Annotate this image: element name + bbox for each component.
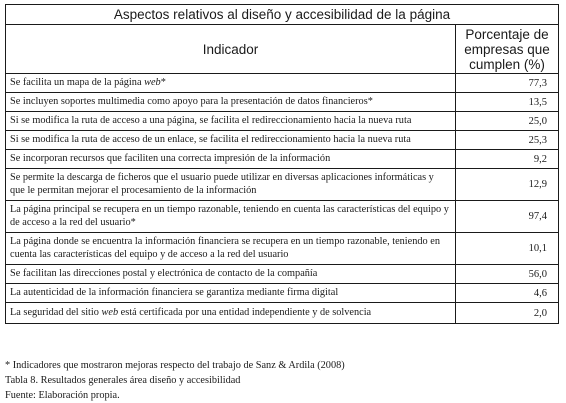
table-row xyxy=(6,233,559,265)
table-header-row xyxy=(6,25,559,74)
indicator-cell: Se incluyen soportes multimedia como apoyo para la presentación de datos financieros* xyxy=(6,93,456,112)
percent-cell: 12,9 xyxy=(456,169,559,201)
percent-header-line-3: cumplen (%) xyxy=(469,56,545,72)
indicator-cell: Se permite la descarga de ficheros que el usuario puede utilizar en diversas aplicaciones informáticas y que le permitan mejorar el procesamiento de la información xyxy=(6,169,456,201)
indicator-cell: Se facilitan las direcciones postal y electrónica de contacto de la compañía xyxy=(6,265,456,284)
table-row xyxy=(6,112,559,131)
footnote: * Indicadores que mostraron mejoras respecto del trabajo de Sanz & Ardila (2008) xyxy=(5,360,345,371)
table-title: Aspectos relativos al diseño y accesibilidad de la página xyxy=(6,5,559,25)
table-caption: Tabla 8. Resultados generales área diseño y accesibilidad xyxy=(5,375,241,386)
table-row xyxy=(6,131,559,150)
percent-header-line-1: Porcentaje de xyxy=(465,26,549,42)
percent-cell: 97,4 xyxy=(456,201,559,233)
table-row xyxy=(6,169,559,201)
percent-cell: 56,0 xyxy=(456,265,559,284)
percent-cell: 25,0 xyxy=(456,112,559,131)
table-title-row xyxy=(6,5,559,25)
percent-column-header xyxy=(456,25,559,74)
percent-cell: 13,5 xyxy=(456,93,559,112)
indicator-cell: La seguridad del sitio web está certificada por una entidad independiente y de solvencia xyxy=(6,303,456,324)
indicator-cell: La autenticidad de la información financiera se garantiza mediante firma digital xyxy=(6,284,456,303)
indicator-cell: Se incorporan recursos que faciliten una correcta impresión de la información xyxy=(6,150,456,169)
table-row xyxy=(6,284,559,303)
indicator-cell: Si se modifica la ruta de acceso a una página, se facilita el redireccionamiento hacia la nueva ruta xyxy=(6,112,456,131)
percent-cell: 77,3 xyxy=(456,74,559,93)
source-note: Fuente: Elaboración propia. xyxy=(5,390,120,401)
percent-cell: 4,6 xyxy=(456,284,559,303)
indicator-cell: Si se modifica la ruta de acceso de un enlace, se facilita el redireccionamiento hacia la nueva ruta xyxy=(6,131,456,150)
table-row xyxy=(6,265,559,284)
indicator-cell: Se facilita un mapa de la página web* xyxy=(6,74,456,93)
percent-cell: 2,0 xyxy=(456,303,559,324)
table-row xyxy=(6,74,559,93)
percent-header-line-2: empresas que xyxy=(464,41,550,57)
results-table xyxy=(5,4,559,324)
indicator-cell: La página principal se recupera en un tiempo razonable, teniendo en cuenta las características del equipo y de acceso a la red del usuario* xyxy=(6,201,456,233)
indicator-cell: La página donde se encuentra la información financiera se recupera en un tiempo razonable, teniendo en cuenta las características del equipo y de acceso a la red del usuario xyxy=(6,233,456,265)
percent-cell: 10,1 xyxy=(456,233,559,265)
table-row xyxy=(6,303,559,324)
percent-cell: 9,2 xyxy=(456,150,559,169)
table-row xyxy=(6,150,559,169)
indicator-column-header: Indicador xyxy=(6,25,456,74)
table-row xyxy=(6,93,559,112)
percent-cell: 25,3 xyxy=(456,131,559,150)
table-row xyxy=(6,201,559,233)
